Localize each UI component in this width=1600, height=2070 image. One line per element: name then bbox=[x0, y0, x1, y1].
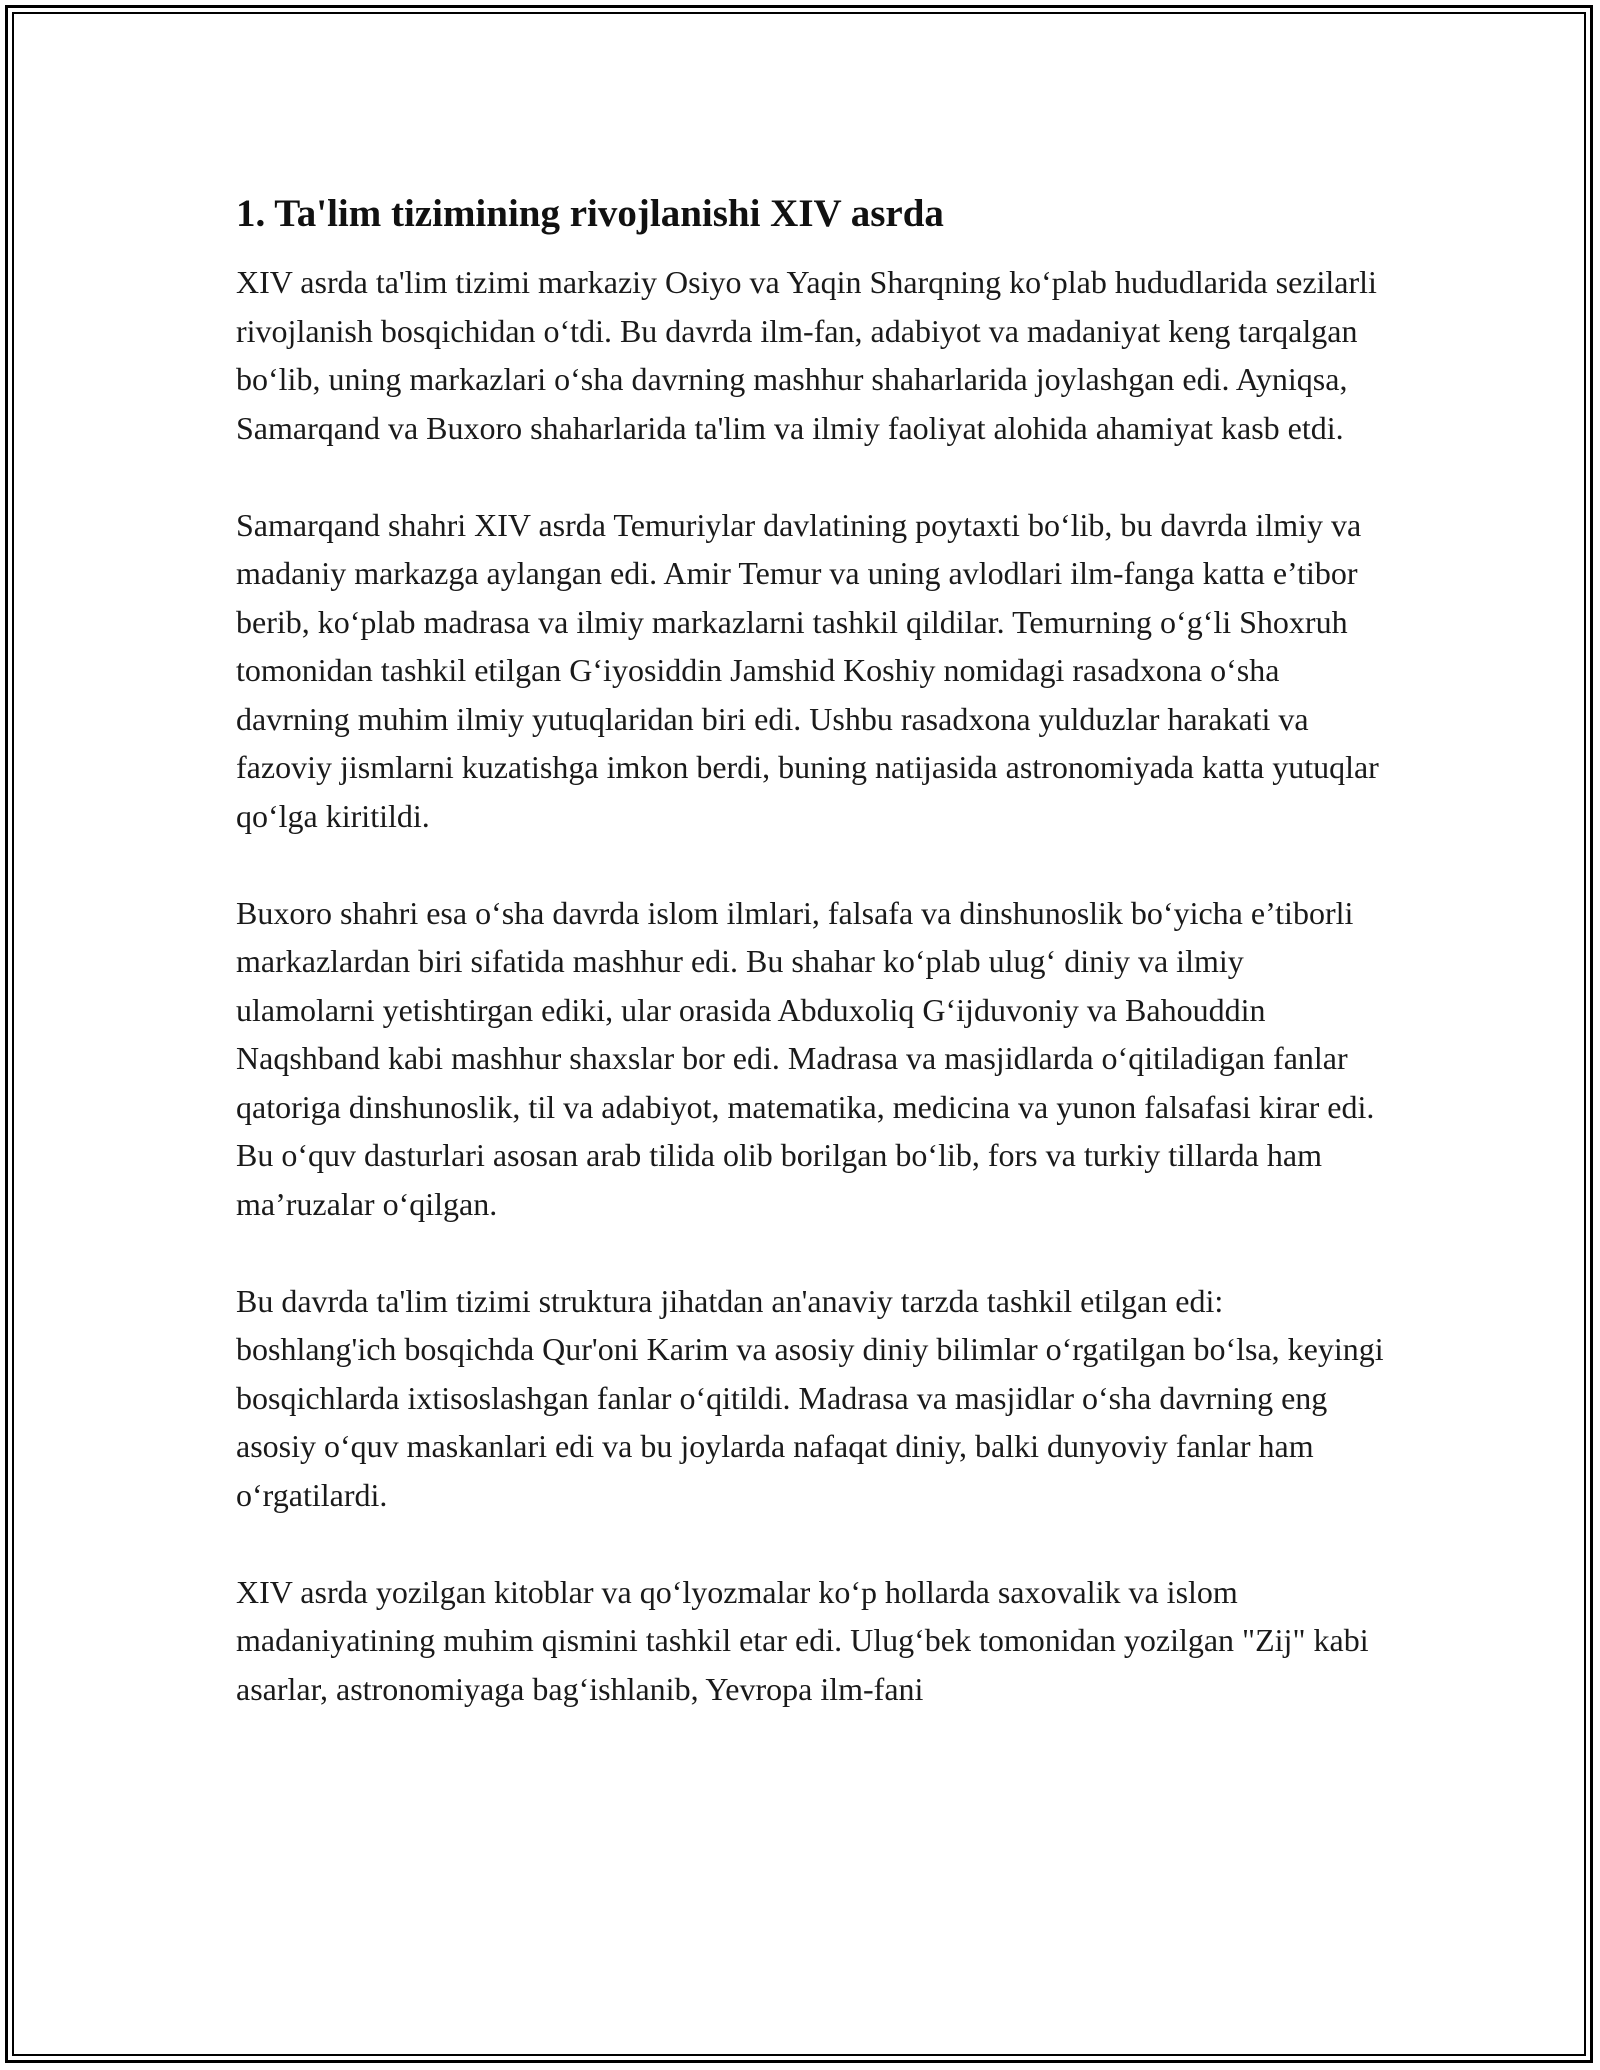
section-heading: 1. Ta'lim tizimining rivojlanishi XIV asrda bbox=[236, 192, 944, 235]
paragraph-buxoro: Buxoro shahri esa o‘sha davrda islom ilmlari, falsafa va dinshunoslik bo‘yicha e’tiborli markazlardan biri sifatida mashhur edi. Bu shahar ko‘plab ulug‘ diniy va ilmiy ulamolarni yetishtirgan ediki, ular orasida Abduxoliq G‘ijduvoniy va Bahouddin Naqshband kabi mashhur shaxslar bor edi. Madrasa va masjidlarda o‘qitiladigan fanlar qatoriga dinshunoslik, til va adabiyot, matematika, medicina va yunon falsafasi kirar edi. Bu o‘quv dasturlari asosan arab tilida olib borilgan bo‘lib, fors va turkiy tillarda ham ma’ruzalar o‘qilgan. bbox=[236, 894, 1375, 1222]
paragraph-samarqand: Samarqand shahri XIV asrda Temuriylar davlatining poytaxti bo‘lib, bu davrda ilmiy va madaniy markazga aylangan edi. Amir Temur va uning avlodlari ilm-fanga katta e’tibor berib, ko‘plab madrasa va ilmiy markazlarni tashkil qildilar. Temurning o‘g‘li Shoxruh tomonidan tashkil etilgan G‘iyosiddin Jamshid Koshiy nomidagi rasadxona o‘sha davrning muhim ilmiy yutuqlaridan biri edi. Ushbu rasadxona yulduzlar harakati va fazoviy jismlarni kuzatishga imkon berdi, buning natijasida astronomiyada katta yutuqlar qo‘lga kiritildi. bbox=[236, 506, 1379, 834]
document-body bbox=[236, 186, 1386, 1713]
paragraph-intro: XIV asrda ta'lim tizimi markaziy Osiyo va Yaqin Sharqning ko‘plab hududlarida sezilarli rivojlanish bosqichidan o‘tdi. Bu davrda ilm-fan, adabiyot va madaniyat keng tarqalgan bo‘lib, uning markazlari o‘sha davrning mashhur shaharlarida joylashgan edi. Ayniqsa, Samarqand va Buxoro shaharlarida ta'lim va ilmiy faoliyat alohida ahamiyat kasb etdi. bbox=[236, 264, 1377, 446]
paragraph-structure: Bu davrda ta'lim tizimi struktura jihatdan an'anaviy tarzda tashkil etilgan edi: boshlang'ich bosqichda Qur'oni Karim va asosiy diniy bilimlar o‘rgatilgan bo‘lsa, keyingi bosqichlarda ixtisoslashgan fanlar o‘qitildi. Madrasa va masjidlar o‘sha davrning eng asosiy o‘quv maskanlari edi va bu joylarda nafaqat diniy, balki dunyoviy fanlar ham o‘rgatilardi. bbox=[236, 1282, 1384, 1513]
paragraph-manuscripts: XIV asrda yozilgan kitoblar va qo‘lyozmalar ko‘p hollarda saxovalik va islom madaniyatining muhim qismini tashkil etar edi. Ulug‘bek tomonidan yozilgan "Zij" kabi asarlar, astronomiyaga bag‘ishlanib, Yevropa ilm-fani bbox=[236, 1573, 1369, 1707]
